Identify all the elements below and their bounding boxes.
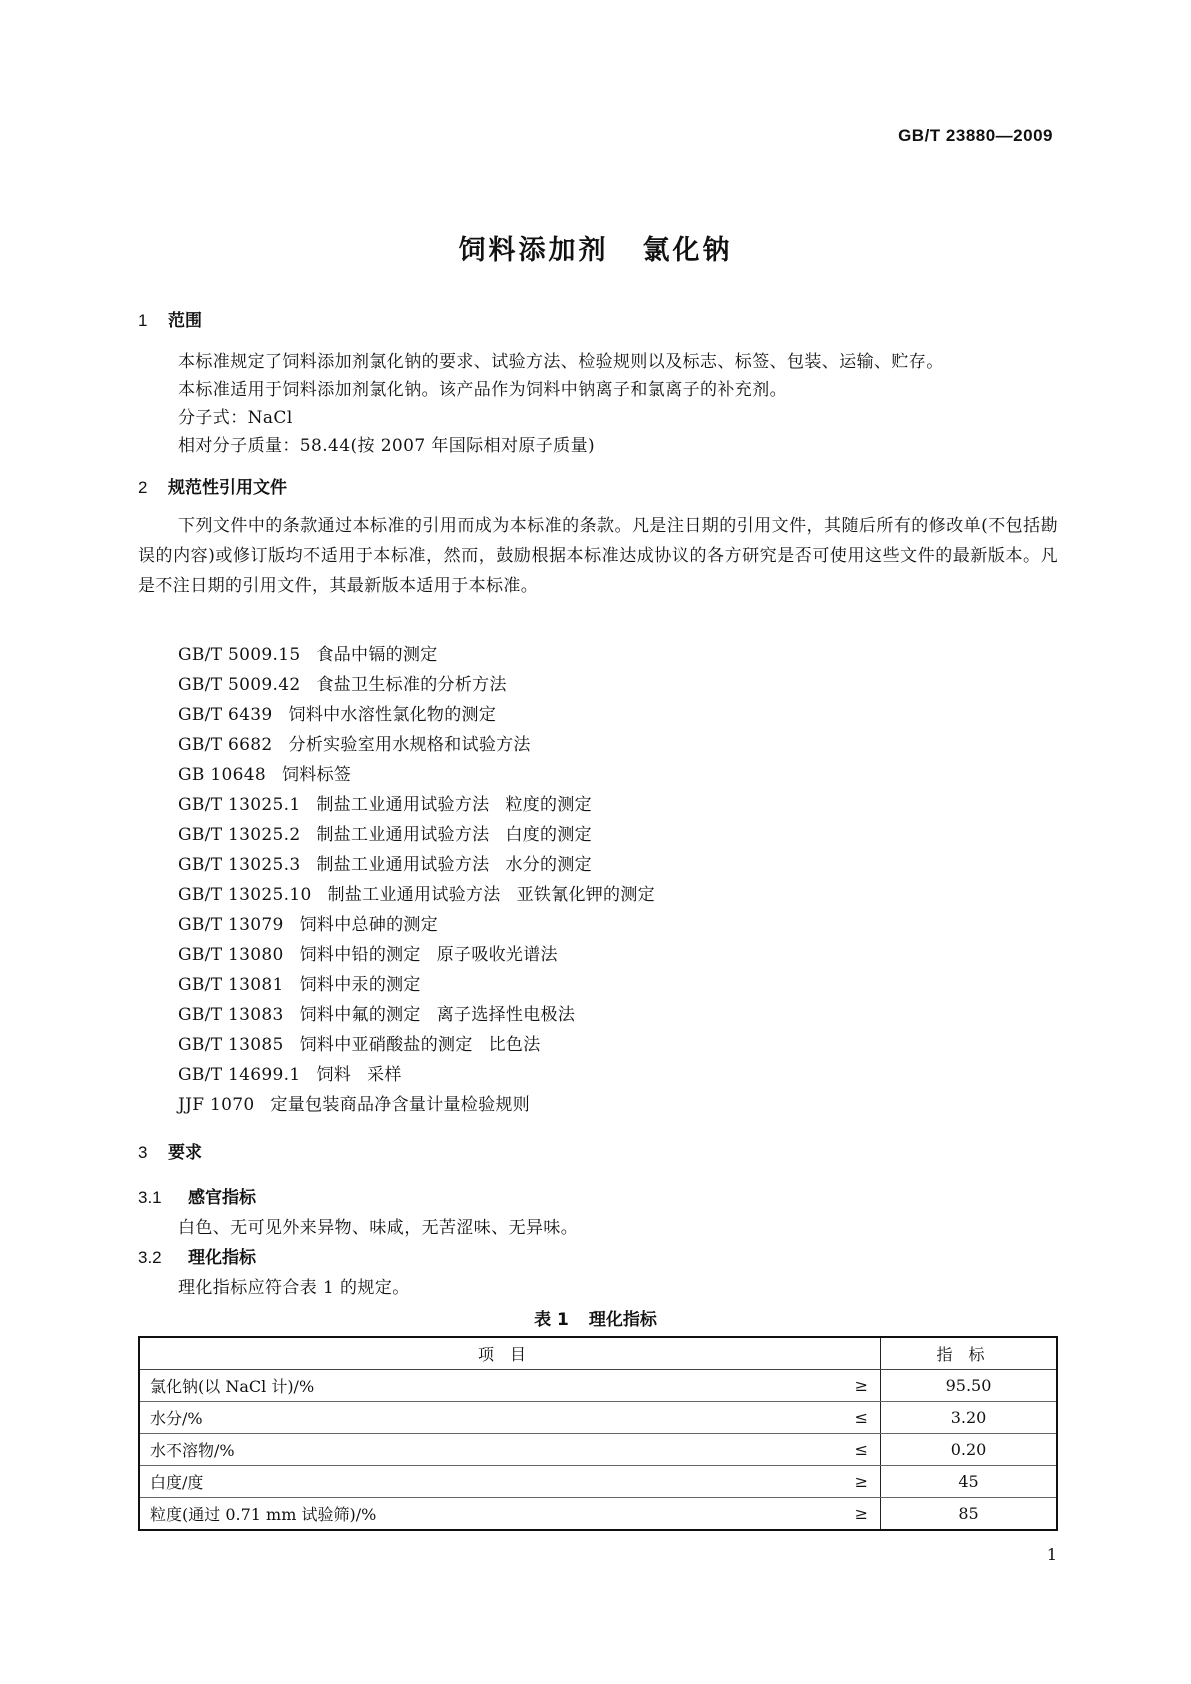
reference-title: 分析实验室用水规格和试验方法 [288, 735, 531, 755]
item-name: 粒度(通过 0.71 mm 试验筛)/% [150, 1505, 377, 1524]
sensory-text: 白色、无可见外来异物、味咸，无苦涩味、无异味。 [178, 1218, 579, 1238]
item-name: 白度/度 [150, 1473, 204, 1492]
reference-code: GB/T 13079 [178, 915, 284, 935]
item-name: 水分/% [150, 1409, 203, 1428]
physchem-text: 理化指标应符合表 1 的规定。 [178, 1278, 410, 1298]
reference-code: GB 10648 [178, 765, 266, 785]
value-cell: 3.20 [881, 1402, 1058, 1434]
table-title: 理化指标 [588, 1310, 657, 1330]
header-item: 项目 [139, 1337, 881, 1370]
section-heading-references [138, 473, 287, 498]
reference-code: GB/T 13080 [178, 945, 284, 965]
reference-item [178, 1030, 655, 1060]
reference-title: 饲料 [316, 1065, 352, 1085]
reference-title: 制盐工业通用试验方法 [316, 795, 490, 815]
table-label: 表 1 [534, 1310, 569, 1330]
reference-item [178, 790, 655, 820]
scope-line-1: 本标准规定了饲料添加剂氯化钠的要求、试验方法、检验规则以及标志、标签、包装、运输、贮存。 [178, 352, 944, 372]
reference-item [178, 1060, 655, 1090]
subsection-title: 理化指标 [188, 1248, 256, 1268]
reference-subtitle: 亚铁氰化钾的测定 [516, 885, 655, 905]
comparison-symbol: ≥ [854, 1472, 868, 1491]
reference-subtitle: 白度的测定 [505, 825, 592, 845]
reference-item [178, 850, 655, 880]
reference-subtitle: 离子选择性电极法 [436, 1005, 576, 1025]
item-name: 水不溶物/% [150, 1441, 235, 1460]
reference-item [178, 760, 655, 790]
value-cell: 95.50 [881, 1370, 1058, 1402]
table-row [139, 1466, 1057, 1498]
comparison-symbol: ≤ [854, 1408, 868, 1427]
reference-title: 饲料中亚硝酸盐的测定 [299, 1035, 473, 1055]
reference-item [178, 970, 655, 1000]
reference-code: GB/T 13083 [178, 1005, 284, 1025]
scope-line-2: 本标准适用于饲料添加剂氯化钠。该产品作为饲料中钠离子和氯离子的补充剂。 [178, 380, 787, 400]
section-title: 范围 [168, 311, 202, 331]
reference-title: 饲料中铅的测定 [299, 945, 421, 965]
reference-code: GB/T 13025.3 [178, 855, 301, 875]
standard-code: GB/T 23880—2009 [898, 126, 1053, 145]
reference-title: 制盐工业通用试验方法 [316, 855, 490, 875]
table-row [139, 1402, 1057, 1434]
subsection-heading-physchem [138, 1243, 256, 1268]
reference-item [178, 730, 655, 760]
reference-subtitle: 水分的测定 [505, 855, 592, 875]
section-heading-scope [138, 306, 202, 331]
reference-code: GB/T 13085 [178, 1035, 284, 1055]
item-cell [139, 1434, 881, 1466]
reference-item [178, 910, 655, 940]
table-caption [0, 1305, 1191, 1330]
reference-title: 食品中镉的测定 [316, 645, 438, 665]
subsection-number: 3.2 [138, 1248, 162, 1267]
table-row [139, 1498, 1057, 1531]
page-number: 1 [1046, 1545, 1057, 1564]
title-part-2: 氯化钠 [642, 235, 733, 266]
subsection-title: 感官指标 [188, 1188, 256, 1208]
reference-item [178, 1090, 655, 1120]
reference-item [178, 940, 655, 970]
reference-item [178, 880, 655, 910]
table-header-row [139, 1337, 1057, 1370]
molecular-weight: 相对分子质量：58.44(按 2007 年国际相对原子质量) [178, 436, 596, 456]
reference-title: 饲料中汞的测定 [299, 975, 421, 995]
reference-code: GB/T 13025.2 [178, 825, 301, 845]
reference-code: JJF 1070 [178, 1095, 255, 1115]
reference-title: 饲料中氟的测定 [299, 1005, 421, 1025]
subsection-number: 3.1 [138, 1188, 162, 1207]
reference-item [178, 700, 655, 730]
item-cell [139, 1466, 881, 1498]
reference-item [178, 1000, 655, 1030]
reference-subtitle: 采样 [367, 1065, 402, 1085]
comparison-symbol: ≥ [854, 1504, 868, 1523]
section-heading-requirements [138, 1138, 202, 1163]
reference-title: 饲料中总砷的测定 [299, 915, 439, 935]
value-cell: 45 [881, 1466, 1058, 1498]
reference-code: GB/T 5009.42 [178, 675, 301, 695]
molecular-formula: 分子式：NaCl [178, 408, 293, 428]
reference-title: 制盐工业通用试验方法 [327, 885, 501, 905]
section-number: 2 [138, 478, 148, 497]
reference-title: 定量包装商品净含量计量检验规则 [270, 1095, 530, 1115]
reference-list [178, 640, 655, 1120]
references-intro: 下列文件中的条款通过本标准的引用而成为本标准的条款。凡是注日期的引用文件，其随后所有的修改单(不包括勘误的内容)或修订版均不适用于本标准，然而，鼓励根据本标准达成协议的各方研究是否可使用这些文件的最新版本。凡是不注日期的引用文件，其最新版本适用于本标准。 [138, 516, 1058, 596]
reference-subtitle: 粒度的测定 [505, 795, 592, 815]
subsection-heading-sensory [138, 1183, 256, 1208]
reference-item [178, 640, 655, 670]
reference-code: GB/T 14699.1 [178, 1065, 301, 1085]
item-cell [139, 1498, 881, 1531]
value-cell: 85 [881, 1498, 1058, 1531]
section-title: 要求 [168, 1143, 202, 1163]
reference-code: GB/T 6682 [178, 735, 273, 755]
reference-code: GB/T 13025.1 [178, 795, 301, 815]
reference-title: 制盐工业通用试验方法 [316, 825, 490, 845]
item-cell [139, 1402, 881, 1434]
reference-title: 食盐卫生标准的分析方法 [316, 675, 507, 695]
title-part-1: 饲料添加剂 [458, 235, 609, 266]
reference-code: GB/T 5009.15 [178, 645, 301, 665]
section-number: 1 [138, 311, 148, 330]
item-name: 氯化钠(以 NaCl 计)/% [150, 1377, 315, 1396]
document-title [0, 228, 1191, 267]
reference-code: GB/T 13025.10 [178, 885, 312, 905]
table-row [139, 1434, 1057, 1466]
reference-subtitle: 比色法 [488, 1035, 541, 1055]
reference-item [178, 670, 655, 700]
section-number: 3 [138, 1143, 148, 1162]
reference-title: 饲料标签 [281, 765, 352, 785]
item-cell [139, 1370, 881, 1402]
table-row [139, 1370, 1057, 1402]
reference-code: GB/T 13081 [178, 975, 284, 995]
section-title: 规范性引用文件 [168, 478, 287, 498]
comparison-symbol: ≤ [854, 1440, 868, 1459]
comparison-symbol: ≥ [854, 1376, 868, 1395]
reference-item [178, 820, 655, 850]
value-cell: 0.20 [881, 1434, 1058, 1466]
reference-code: GB/T 6439 [178, 705, 273, 725]
header-value: 指标 [881, 1337, 1058, 1370]
specification-table [138, 1336, 1058, 1531]
reference-title: 饲料中水溶性氯化物的测定 [288, 705, 497, 725]
reference-subtitle: 原子吸收光谱法 [436, 945, 558, 965]
